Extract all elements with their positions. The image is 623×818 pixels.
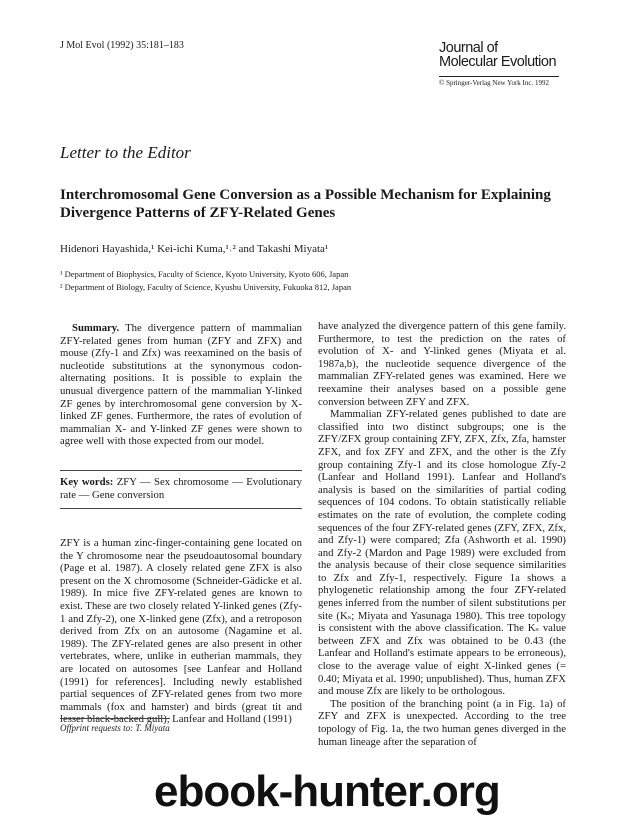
affiliation-1: ¹ Department of Biophysics, Faculty of Science, Kyoto University, Kyoto 606, Japan: [60, 269, 349, 279]
keywords: [60, 476, 302, 501]
offprint-footnote: Offprint requests to: T. Miyata: [60, 723, 170, 733]
keywords-rule-top: [60, 470, 302, 471]
author-list: Hidenori Hayashida,¹ Kei-ichi Kuma,¹˒² and Takashi Miyata¹: [60, 243, 329, 255]
journal-logo-line1: Journal of: [439, 40, 498, 56]
copyright-notice: © Springer-Verlag New York Inc. 1992: [439, 79, 549, 87]
body-text-right-column: [318, 320, 566, 748]
watermark: ebook-hunter.org: [150, 768, 504, 816]
paragraph-3: The position of the branching point (a in Fig. 1a) of ZFY and ZFX is unexpected. According to the tree topology of Fig. 1a, the two human genes diverged in the human lineage after the separation of: [318, 697, 566, 748]
section-label: Letter to the Editor: [60, 143, 191, 162]
keywords-text: ZFY — Sex chromosome — Evolutionary rate — Gene conversion: [60, 476, 303, 501]
intro-paragraph: ZFY is a human zinc-finger-containing gene located on the Y chromosome near the pseudoautosomal boundary (Page et al. 1987). A closely related gene ZFX is also present on the X chromosome (Schneider-Gädicke et al. 1989). In mice five ZFY-related genes are known to exist. These are two closely related Y-linked genes (Zfy-1 and Zfy-2), one X-linked gene (Zfx), and a retroposon derived from Zfx on an autosome (Nagamine et al. 1989). The ZFY-related genes are also present in other vertebrates, where, unlike in eutherian mammals, they are located on autosomes [see Lanfear and Holland (1991) for references]. Including newly established partial sequences of ZFY-related genes from two more mammals (fox and hamster) and birds (great tit and lesser black-backed gull), Lanfear and Holland (1991): [60, 537, 302, 726]
journal-rule: [439, 76, 559, 77]
abstract-label: Summary.: [72, 322, 120, 334]
abstract: [60, 322, 302, 448]
keywords-rule-bottom: [60, 508, 302, 509]
journal-citation: J Mol Evol (1992) 35:181–183: [60, 40, 184, 51]
affiliation-2: ² Department of Biology, Faculty of Science, Kyushu University, Fukuoka 812, Japan: [60, 282, 352, 292]
journal-logo: [439, 41, 556, 69]
journal-logo-line2: Molecular Evolution: [439, 54, 557, 70]
article-title: Interchromosomal Gene Conversion as a Possible Mechanism for Explaining Divergence Patterns of ZFY-Related Genes: [60, 187, 551, 221]
body-text-left-column: [60, 537, 302, 726]
keywords-label: Key words:: [60, 476, 114, 488]
paragraph-1: have analyzed the divergence pattern of this gene family. Furthermore, to test the prediction on the rates of evolution of X- and Y-linked genes (Miyata et al. 1987a,b), the nucleotide sequence divergence of the mammalian ZFY-related genes was examined. Here we reexamine their analyses based on a possible gene conversion between ZFY and ZFX.: [318, 320, 566, 408]
footnote-rule: [60, 718, 170, 719]
abstract-text: The divergence pattern of mammalian ZFY-related genes from human (ZFY and ZFX) and mouse (Zfy-1 and Zfx) was reexamined on the basis of nucleotide substitutions at the synonymous codon-alternating positions. It is possible to explain the unusual divergence pattern of the mammalian Y-linked ZF genes by interchromosomal gene conversion by X-linked ZF genes. Furthermore, the rates of evolution of mammalian X- and Y-linked ZF genes were shown to agree well with those expected from our model.: [60, 322, 302, 448]
paragraph-2: Mammalian ZFY-related genes published to date are classified into two distinct subgroups; one is the ZFY/ZFX group containing ZFY, ZFX, Zfx, Zfa, hamster ZFX, and fox ZFY and ZFX, and the other is the Zfy group containing Zfy-1 and its close homologue Zfy-2 (Lanfear and Holland 1991). Lanfear and Holland's analysis is based on the similarities of partial coding sequences of 104 codons. To obtain statistically reliable estimates on the rate of evolution, the complete coding sequences of the four ZFY-related genes (ZFY, ZFX, Zfx, and Zfy-1) were compared; Zfa (Ashworth et al. 1990) and Zfy-2 (Mardon and Page 1989) were excluded from the analysis because of their close sequence similarities to Zfx and Zfy-1, respectively. Figure 1a shows a phylogenetic relationship among the four ZFY-related genes inferred from the number of silent substitutions per site (Kₛ; Miyata and Yasunaga 1980). This tree topology is consistent with the above classification. The Kₛ value between ZFX and Zfx was obtained to be 0.43 (the Lanfear and Holland's estimate appears to be erroneous), close to the average value of eight X-linked genes (= 0.40; Miyata et al. 1990; unpublished). Thus, human ZFX and mouse Zfx are likely to be orthologous.: [318, 408, 566, 698]
